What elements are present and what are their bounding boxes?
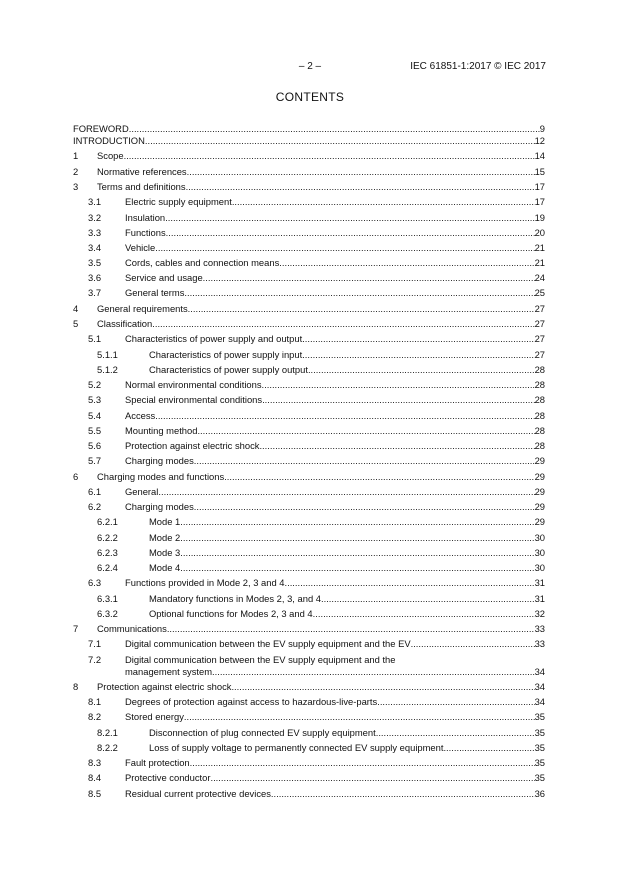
toc-entry-label: FOREWORD bbox=[73, 123, 129, 134]
toc-entry-page: 29 bbox=[534, 485, 545, 497]
toc-entry-number: 5.2 bbox=[88, 379, 102, 391]
toc-entry-number: 1 bbox=[73, 150, 79, 162]
toc-entry-page: 27 bbox=[534, 333, 545, 345]
toc-entry-label: Mounting method bbox=[125, 424, 198, 436]
dot-leader bbox=[180, 562, 534, 574]
toc-entry-page: 20 bbox=[534, 226, 545, 238]
toc-entry-number: 2 bbox=[73, 165, 79, 177]
dot-leader bbox=[124, 150, 535, 162]
toc-entry[interactable] bbox=[73, 212, 545, 224]
toc-entry[interactable] bbox=[73, 638, 545, 650]
toc-entry-page: 25 bbox=[534, 287, 545, 299]
dot-leader bbox=[224, 471, 534, 483]
toc-entry-page: 30 bbox=[534, 562, 545, 574]
dot-leader bbox=[180, 532, 534, 544]
toc-entry-page: 34 bbox=[534, 681, 545, 693]
dot-leader bbox=[158, 486, 534, 498]
toc-entry-page: 29 bbox=[534, 500, 545, 512]
toc-entry-number: 8.2.2 bbox=[97, 742, 118, 754]
toc-entry[interactable] bbox=[73, 623, 545, 635]
toc-entry-label: Characteristics of power supply and output bbox=[125, 333, 303, 345]
toc-entry[interactable] bbox=[73, 227, 545, 239]
dot-leader bbox=[212, 666, 535, 678]
dot-leader bbox=[190, 757, 535, 769]
dot-leader bbox=[232, 196, 535, 208]
page-number: – 2 – bbox=[298, 61, 322, 72]
toc-entry-page: 9 bbox=[539, 123, 545, 134]
toc-entry[interactable] bbox=[73, 196, 545, 208]
toc-entry-page: 28 bbox=[534, 439, 545, 451]
toc-entry-number: 5.1.1 bbox=[97, 348, 118, 360]
toc-entry-page: 35 bbox=[534, 757, 545, 769]
toc-entry[interactable] bbox=[73, 471, 545, 483]
toc-entry[interactable] bbox=[73, 486, 545, 498]
toc-entry-number: 6.2.2 bbox=[97, 531, 118, 543]
toc-entry[interactable] bbox=[73, 181, 545, 193]
dot-leader bbox=[186, 181, 535, 193]
toc-entry-page: 28 bbox=[534, 364, 545, 376]
toc-entry-label: INTRODUCTION bbox=[73, 135, 145, 146]
toc-entry[interactable] bbox=[73, 772, 545, 784]
toc-entry-page: 32 bbox=[534, 607, 545, 619]
toc-entry-number: 6 bbox=[73, 470, 79, 482]
dot-leader bbox=[165, 212, 534, 224]
toc-entry[interactable] bbox=[73, 577, 545, 589]
toc-entry-label: General terms bbox=[125, 287, 185, 299]
toc-entry-number: 5.5 bbox=[88, 424, 102, 436]
toc-entry[interactable] bbox=[73, 287, 545, 299]
dot-leader bbox=[279, 257, 534, 269]
toc-entry-page: 28 bbox=[534, 424, 545, 436]
toc-entry-number: 6.3.1 bbox=[97, 592, 118, 604]
toc-entry-label: Mandatory functions in Modes 2, 3, and 4 bbox=[149, 592, 321, 604]
toc-entry-number: 8.1 bbox=[88, 696, 102, 708]
dot-leader bbox=[271, 788, 535, 800]
toc-entry-page: 12 bbox=[534, 135, 545, 146]
toc-entry[interactable] bbox=[73, 123, 545, 135]
toc-entry[interactable] bbox=[73, 501, 545, 513]
toc-entry-label: Normal environmental conditions bbox=[125, 379, 262, 391]
toc-entry-page: 35 bbox=[534, 772, 545, 784]
toc-entry[interactable] bbox=[73, 379, 545, 391]
toc-entry-page: 30 bbox=[534, 546, 545, 558]
toc-entry-number: 5.4 bbox=[88, 409, 102, 421]
toc-entry[interactable] bbox=[73, 166, 545, 178]
toc-entry-label: Loss of supply voltage to permanently connected EV supply equipment bbox=[149, 742, 444, 754]
toc-entry-label: Protective conductor bbox=[125, 772, 211, 784]
dot-leader bbox=[166, 227, 535, 239]
toc-entry-label: Mode 4 bbox=[149, 562, 181, 574]
toc-entry-number: 7.2 bbox=[88, 653, 102, 665]
dot-leader bbox=[129, 123, 540, 135]
toc-entry-page: 35 bbox=[534, 726, 545, 738]
page-title: CONTENTS bbox=[275, 90, 345, 104]
toc-entry[interactable] bbox=[73, 242, 545, 254]
toc-entry-page: 29 bbox=[534, 516, 545, 528]
toc-entry[interactable] bbox=[73, 410, 545, 422]
toc-entry-label: Access bbox=[125, 409, 156, 421]
toc-entry[interactable] bbox=[73, 547, 545, 559]
toc-entry-number: 6.1 bbox=[88, 485, 102, 497]
dot-leader bbox=[231, 681, 534, 693]
toc-entry-page: 29 bbox=[534, 455, 545, 467]
dot-leader bbox=[152, 318, 534, 330]
dot-leader bbox=[155, 242, 534, 254]
dot-leader bbox=[210, 772, 534, 784]
toc-entry[interactable] bbox=[73, 364, 545, 376]
dot-leader bbox=[155, 410, 534, 422]
toc-entry-page: 27 bbox=[534, 348, 545, 360]
toc-entry-label: Electric supply equipment bbox=[125, 196, 232, 208]
toc-entry[interactable] bbox=[73, 727, 545, 739]
toc-entry[interactable] bbox=[73, 608, 545, 620]
toc-entry-label: Stored energy bbox=[125, 711, 184, 723]
toc-entry-number: 6.2.1 bbox=[97, 516, 118, 528]
dot-leader bbox=[302, 349, 534, 361]
toc-entry-label: Digital communication between the EV supply equipment and the bbox=[125, 653, 396, 665]
toc-entry-label: Protection against electric shock bbox=[125, 439, 260, 451]
toc-entry[interactable] bbox=[73, 318, 545, 330]
toc-entry-label: Disconnection of plug connected EV supply equipment bbox=[149, 726, 376, 738]
toc-entry-page: 36 bbox=[534, 787, 545, 799]
dot-leader bbox=[411, 638, 535, 650]
toc-entry-label: Mode 1 bbox=[149, 516, 181, 528]
dot-leader bbox=[203, 272, 535, 284]
toc-entry[interactable] bbox=[73, 394, 545, 406]
toc-entry-number: 6.2.3 bbox=[97, 546, 118, 558]
toc-entry-number: 8 bbox=[73, 681, 79, 693]
toc-entry-page: 33 bbox=[534, 623, 545, 635]
toc-entry-number: 3.7 bbox=[88, 287, 102, 299]
toc-entry-page: 27 bbox=[534, 302, 545, 314]
dot-leader bbox=[284, 577, 534, 589]
dot-leader bbox=[187, 166, 535, 178]
dot-leader bbox=[302, 333, 534, 345]
toc-entry-label: Insulation bbox=[125, 211, 166, 223]
toc-entry-number: 3.2 bbox=[88, 211, 102, 223]
dot-leader bbox=[321, 593, 535, 605]
dot-leader bbox=[188, 303, 535, 315]
toc-entry-label: Functions provided in Mode 2, 3 and 4 bbox=[125, 577, 285, 589]
toc-entry-page: 30 bbox=[534, 531, 545, 543]
toc-entry-page: 21 bbox=[534, 257, 545, 269]
dot-leader bbox=[194, 455, 535, 467]
toc-entry-page: 28 bbox=[534, 409, 545, 421]
toc-entry-number: 6.2 bbox=[88, 500, 102, 512]
toc-entry[interactable] bbox=[73, 455, 545, 467]
toc-entry-page: 21 bbox=[534, 241, 545, 253]
toc-entry-number: 5.1 bbox=[88, 333, 102, 345]
toc-entry-number: 8.2 bbox=[88, 711, 102, 723]
toc-entry-number: 8.5 bbox=[88, 787, 102, 799]
dot-leader bbox=[145, 135, 535, 147]
toc-entry-number: 7.1 bbox=[88, 638, 102, 650]
toc-entry[interactable] bbox=[73, 516, 545, 528]
toc-entry-number: 5.1.2 bbox=[97, 364, 118, 376]
toc-entry-label: Digital communication between the EV supply equipment and the EV bbox=[125, 638, 411, 650]
toc-entry[interactable] bbox=[73, 349, 545, 361]
dot-leader bbox=[443, 742, 534, 754]
toc-entry-label: Service and usage bbox=[125, 272, 203, 284]
toc-entry-number: 5.3 bbox=[88, 394, 102, 406]
toc-entry-number: 8.4 bbox=[88, 772, 102, 784]
toc-entry-number: 7 bbox=[73, 623, 79, 635]
toc-entry-label: Charging modes and functions bbox=[97, 470, 225, 482]
toc-entry[interactable] bbox=[73, 425, 545, 437]
dot-leader bbox=[377, 696, 534, 708]
toc-entry[interactable] bbox=[73, 711, 545, 723]
toc-entry-number: 3.4 bbox=[88, 241, 102, 253]
toc-entry-page: 31 bbox=[534, 592, 545, 604]
toc-entry-page: 28 bbox=[534, 379, 545, 391]
toc-entry[interactable] bbox=[73, 562, 545, 574]
toc-entry-page: 14 bbox=[534, 150, 545, 162]
toc-entry[interactable] bbox=[73, 135, 545, 147]
toc-entry-number: 6.3 bbox=[88, 577, 102, 589]
toc-entry-label: Degrees of protection against access to hazardous-live-parts bbox=[125, 696, 378, 708]
toc-entry-label: Scope bbox=[97, 150, 124, 162]
toc-entry-number: 6.2.4 bbox=[97, 562, 118, 574]
toc-entry[interactable] bbox=[73, 681, 545, 693]
toc-entry-number: 5.6 bbox=[88, 439, 102, 451]
toc-entry-label-continued: management system bbox=[125, 665, 213, 677]
toc-entry-number: 3.1 bbox=[88, 196, 102, 208]
dot-leader bbox=[180, 516, 534, 528]
dot-leader bbox=[194, 501, 535, 513]
toc-entry-label: General requirements bbox=[97, 302, 188, 314]
dot-leader bbox=[167, 623, 535, 635]
toc-entry-label: Residual current protective devices bbox=[125, 787, 271, 799]
toc-entry-page: 34 bbox=[534, 665, 545, 677]
toc-entry-page: 28 bbox=[534, 394, 545, 406]
dot-leader bbox=[259, 440, 534, 452]
toc-entry-number: 4 bbox=[73, 302, 79, 314]
toc-entry[interactable] bbox=[73, 257, 545, 269]
toc-entry-label: Charging modes bbox=[125, 500, 194, 512]
toc-entry-page: 17 bbox=[534, 196, 545, 208]
dot-leader bbox=[308, 364, 535, 376]
toc-entry-number: 3.3 bbox=[88, 226, 102, 238]
toc-entry[interactable] bbox=[73, 696, 545, 708]
toc-entry-page: 35 bbox=[534, 711, 545, 723]
toc-entry-number: 5 bbox=[73, 318, 79, 330]
toc-entry-page: 27 bbox=[534, 318, 545, 330]
toc-entry-page: 31 bbox=[534, 577, 545, 589]
toc-entry-label: Protection against electric shock bbox=[97, 681, 232, 693]
toc-entry[interactable] bbox=[73, 440, 545, 452]
toc-entry-label: General bbox=[125, 485, 159, 497]
toc-entry-number: 8.2.1 bbox=[97, 726, 118, 738]
toc-entry-page: 29 bbox=[534, 470, 545, 482]
dot-leader bbox=[262, 394, 535, 406]
toc-entry-label: Terms and definitions bbox=[97, 181, 186, 193]
dot-leader bbox=[313, 608, 535, 620]
toc-entry-number: 3 bbox=[73, 181, 79, 193]
standard-reference: IEC 61851-1:2017 © IEC 2017 bbox=[410, 61, 546, 72]
toc-entry-page: 33 bbox=[534, 638, 545, 650]
toc-entry-page: 17 bbox=[534, 181, 545, 193]
dot-leader bbox=[376, 727, 535, 739]
toc-entry-label: Fault protection bbox=[125, 757, 190, 769]
toc-entry[interactable] bbox=[73, 532, 545, 544]
table-of-contents bbox=[73, 123, 545, 800]
toc-entry-number: 3.5 bbox=[88, 257, 102, 269]
toc-entry-label: Classification bbox=[97, 318, 153, 330]
toc-entry-label: Charging modes bbox=[125, 455, 194, 467]
toc-entry[interactable] bbox=[73, 272, 545, 284]
toc-entry[interactable] bbox=[73, 742, 545, 754]
toc-entry-label: Characteristics of power supply input bbox=[149, 348, 303, 360]
toc-entry-label: Mode 2 bbox=[149, 531, 181, 543]
dot-leader bbox=[180, 547, 534, 559]
toc-entry-label: Cords, cables and connection means bbox=[125, 257, 280, 269]
toc-entry-page: 19 bbox=[534, 211, 545, 223]
toc-entry-number: 5.7 bbox=[88, 455, 102, 467]
toc-entry-page: 35 bbox=[534, 742, 545, 754]
toc-entry-page: 15 bbox=[534, 165, 545, 177]
toc-entry-label: Communications bbox=[97, 623, 167, 635]
toc-entry-number: 6.3.2 bbox=[97, 607, 118, 619]
toc-entry[interactable] bbox=[73, 788, 545, 800]
toc-entry-page: 34 bbox=[534, 696, 545, 708]
toc-entry-label: Functions bbox=[125, 226, 166, 238]
toc-entry-number: 8.3 bbox=[88, 757, 102, 769]
dot-leader bbox=[197, 425, 534, 437]
toc-entry[interactable] bbox=[73, 303, 545, 315]
toc-entry-label: Special environmental conditions bbox=[125, 394, 263, 406]
dot-leader bbox=[184, 287, 534, 299]
toc-entry-label: Characteristics of power supply output bbox=[149, 364, 308, 376]
toc-entry[interactable] bbox=[73, 757, 545, 769]
toc-entry-label: Mode 3 bbox=[149, 546, 181, 558]
toc-entry-label: Normative references bbox=[97, 165, 187, 177]
dot-leader bbox=[184, 711, 535, 723]
toc-entry-label: Optional functions for Modes 2, 3 and 4 bbox=[149, 607, 313, 619]
toc-entry-page: 24 bbox=[534, 272, 545, 284]
toc-entry-label: Vehicle bbox=[125, 241, 156, 253]
toc-entry[interactable] bbox=[73, 333, 545, 345]
dot-leader bbox=[262, 379, 535, 391]
toc-entry[interactable] bbox=[73, 150, 545, 162]
toc-entry[interactable] bbox=[73, 654, 545, 678]
toc-entry[interactable] bbox=[73, 593, 545, 605]
toc-entry-number: 3.6 bbox=[88, 272, 102, 284]
